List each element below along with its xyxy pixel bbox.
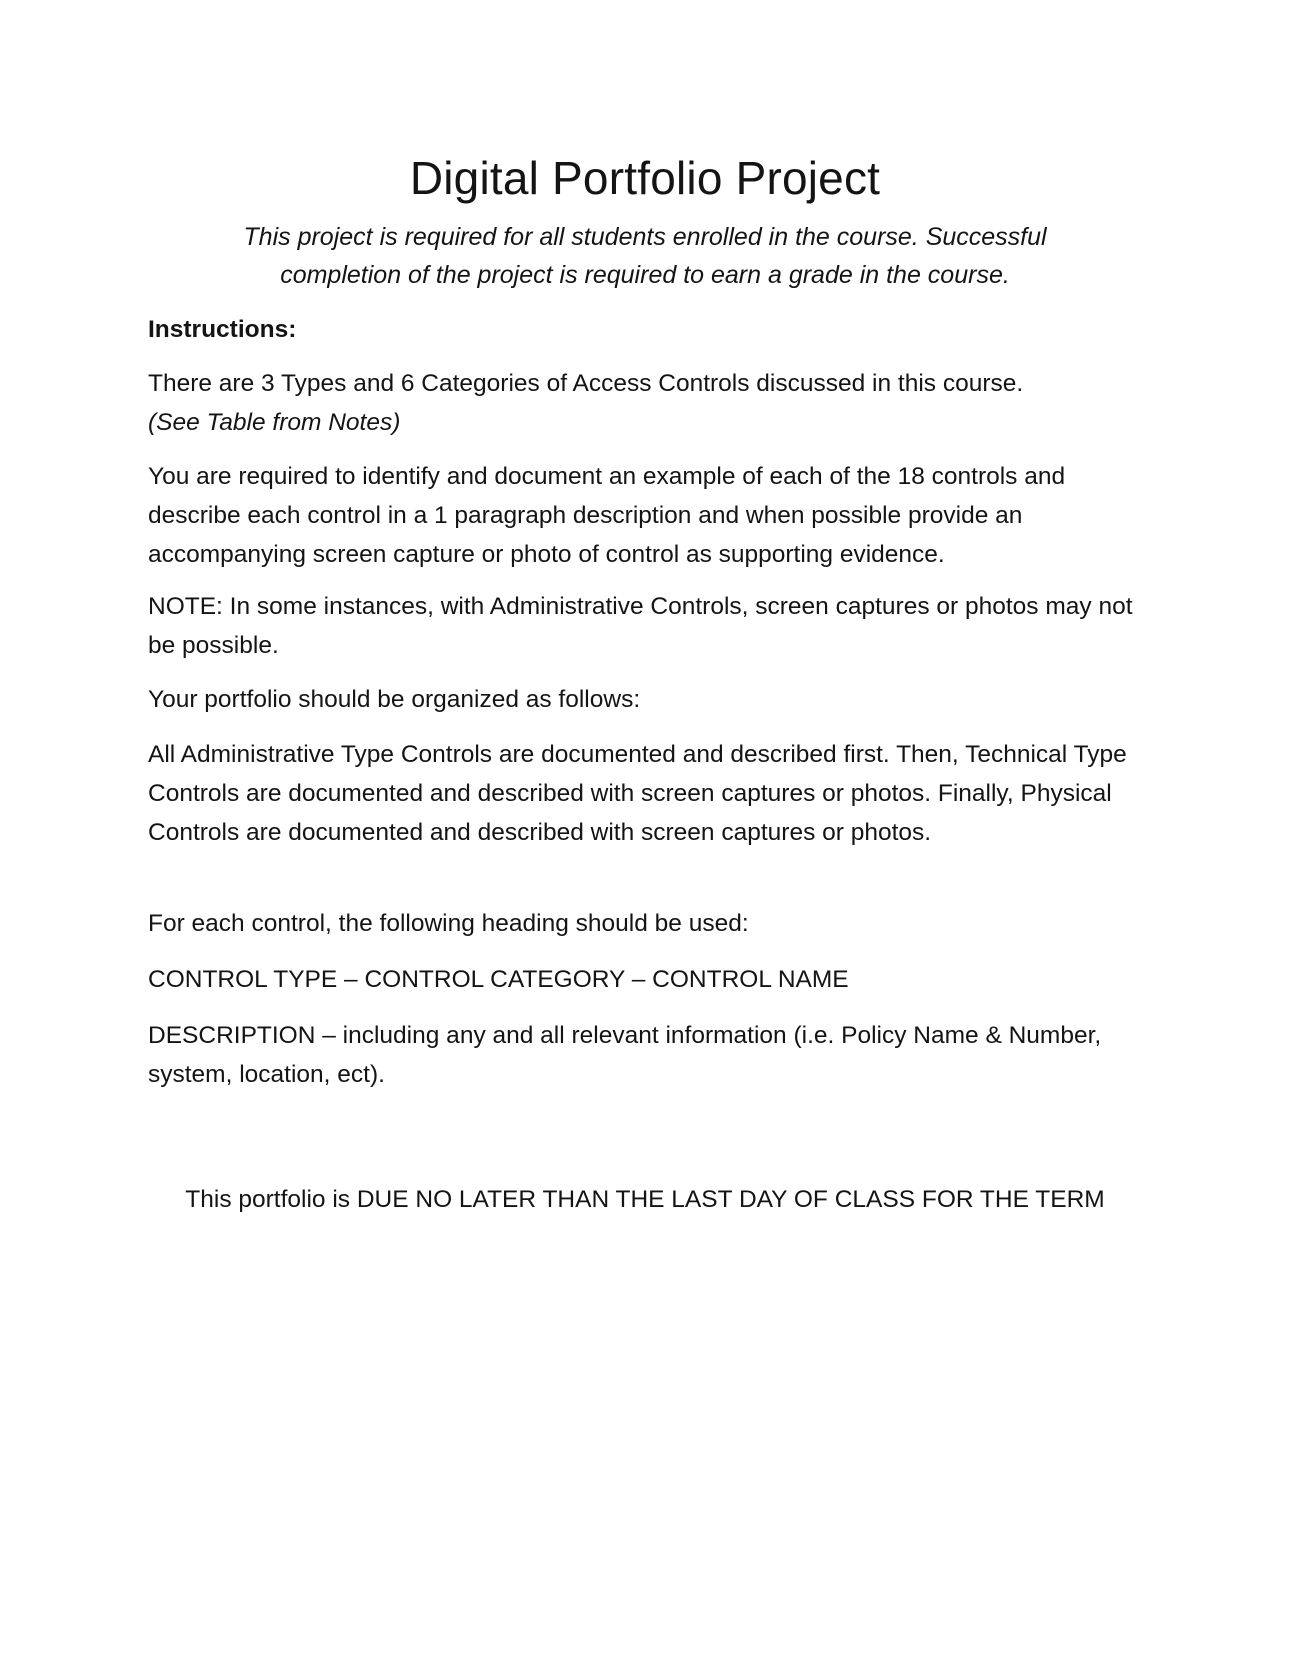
paragraph-types-text: There are 3 Types and 6 Categories of Access Controls discussed in this course. [148,370,1024,397]
paragraph-description: DESCRIPTION – including any and all relevant information (i.e. Policy Name & Number, system, location, ect). [148,1022,1102,1088]
paragraph-heading-format: CONTROL TYPE – CONTROL CATEGORY – CONTROL NAME [148,966,849,993]
paragraph-organized: Your portfolio should be organized as follows: [148,686,641,713]
instructions-heading: Instructions: [148,316,297,343]
paragraph-types [148,364,1158,442]
paragraph-required: You are required to identify and document an example of each of the 18 controls and describe each control in a 1 paragraph description and when possible provide an accompanying screen capture or photo of control as supporting evidence. [148,463,1066,568]
page-title: Digital Portfolio Project [409,152,881,204]
paragraph-heading-intro: For each control, the following heading should be used: [148,910,749,937]
due-notice: This portfolio is DUE NO LATER THAN THE LAST DAY OF CLASS FOR THE TERM [185,1186,1105,1213]
subtitle: This project is required for all students enrolled in the course. Successful completion of the project is required to earn a grade in the course. [243,223,1047,289]
paragraph-types-note: (See Table from Notes) [148,409,401,436]
paragraph-note: NOTE: In some instances, with Administrative Controls, screen captures or photos may not be possible. [148,593,1133,659]
paragraph-order: All Administrative Type Controls are documented and described first. Then, Technical Type Controls are documented and described with screen captures or photos. Finally, Physical Controls are documented and described with screen captures or photos. [148,741,1127,846]
